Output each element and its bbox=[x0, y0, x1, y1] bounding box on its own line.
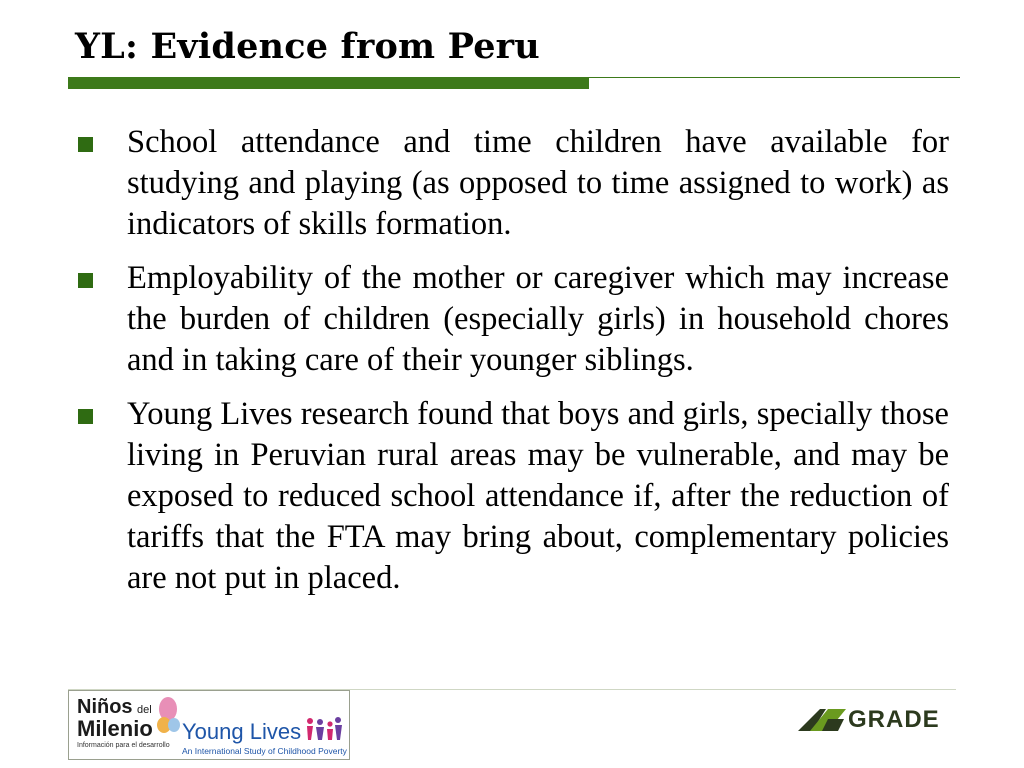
grade-logo bbox=[798, 706, 940, 734]
bullet-text: School attendance and time children have available for studying and playing (as opposed to time assigned to work) as indicators of skills formation. bbox=[127, 124, 949, 242]
milenio-word: Milenio bbox=[77, 716, 153, 741]
bullet-item bbox=[75, 122, 949, 245]
bullet-item bbox=[75, 258, 949, 381]
ninos-tagline: Información para el desarrollo bbox=[77, 742, 170, 749]
fingerprint-icon bbox=[154, 695, 182, 735]
square-bullet-icon bbox=[78, 137, 93, 152]
title-rule-thick bbox=[68, 78, 589, 89]
bullet-text: Young Lives research found that boys and girls, specially those living in Peruvian rural areas may be vulnerable, and may be exposed to reduced school attendance if, after the reduction of tariffs that the FTA may bring about, complementary policies are not put in placed. bbox=[127, 396, 949, 596]
bullet-text: Employability of the mother or caregiver which may increase the burden of children (especially girls) in household chores and in taking care of their younger siblings. bbox=[127, 260, 949, 378]
young-lives-subtitle: An International Study of Childhood Poverty bbox=[182, 746, 347, 756]
ninos-word: Niños bbox=[77, 696, 133, 718]
bullet-list bbox=[75, 122, 949, 612]
young-lives-title: Young Lives bbox=[182, 719, 302, 744]
family-icon bbox=[305, 716, 343, 742]
slide-title: YL: Evidence from Peru bbox=[75, 26, 540, 67]
bullet-item bbox=[75, 394, 949, 599]
square-bullet-icon bbox=[78, 273, 93, 288]
square-bullet-icon bbox=[78, 409, 93, 424]
grade-chevron-icon bbox=[798, 709, 846, 731]
partner-logo-box bbox=[68, 690, 350, 760]
grade-wordmark: GRADE bbox=[848, 706, 940, 733]
del-word: del bbox=[137, 704, 152, 716]
